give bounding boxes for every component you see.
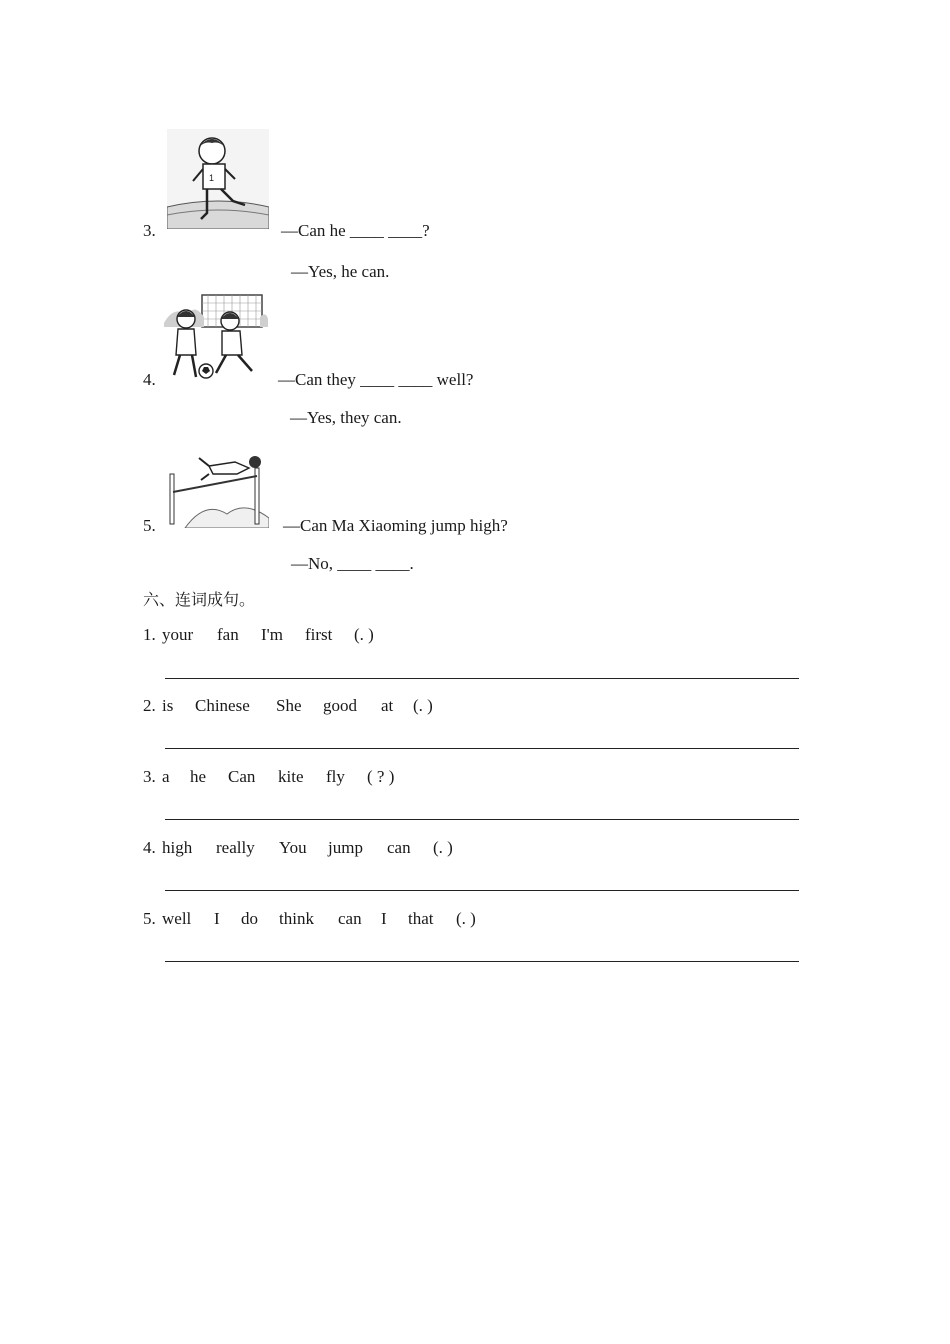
s6-punct: (. ) [456,909,476,928]
answer-line[interactable] [165,819,799,820]
boys-playing-football-icon [164,293,268,383]
s6-item-number: 4. [143,838,156,857]
s6-word: Can [228,767,256,786]
high-jump-icon [165,440,269,528]
answer-line[interactable] [165,890,799,891]
s6-word: do [241,909,258,928]
s6-word: fan [217,625,239,644]
s6-punct: ( ? ) [367,767,395,786]
s6-item-number: 2. [143,696,156,715]
s6-word: kite [278,767,304,786]
answer-line[interactable] [165,961,799,962]
answer-line[interactable] [165,748,799,749]
s6-word: can [387,838,411,857]
s6-word: high [162,838,193,857]
q5-number: 5. [143,516,156,535]
s6-word: Chinese [195,696,250,715]
s6-word: really [216,838,255,857]
s6-word: well [162,909,192,928]
svg-text:1: 1 [209,173,215,183]
s6-item-number: 1. [143,625,156,644]
s6-word: She [276,696,302,715]
s6-word: I [381,909,387,928]
s6-word: fly [326,767,345,786]
q3-number: 3. [143,221,156,240]
s6-item-number: 5. [143,909,156,928]
boy-running-icon [167,129,269,229]
s6-word: is [162,696,174,715]
q4-question: —Can they ____ ____ well? [278,370,474,389]
s6-punct: (. ) [354,625,374,644]
s6-word: can [338,909,362,928]
q4-answer: —Yes, they can. [290,408,402,427]
s6-word: a [162,767,170,786]
q5-question: —Can Ma Xiaoming jump high? [283,516,508,535]
q5-answer: —No, ____ ____. [291,554,414,573]
s6-punct: (. ) [413,696,433,715]
s6-word: at [381,696,394,715]
s6-word: that [408,909,434,928]
s6-word: your [162,625,194,644]
s6-item-number: 3. [143,767,156,786]
q3-question: —Can he ____ ____? [281,221,430,240]
s6-word: I [214,909,220,928]
s6-word: jump [328,838,363,857]
s6-word: good [323,696,357,715]
s6-word: I'm [261,625,283,644]
s6-word: he [190,767,207,786]
section-title: 六、连词成句。 [143,590,256,609]
s6-word: You [279,838,307,857]
q3-answer: —Yes, he can. [291,262,390,281]
s6-punct: (. ) [433,838,453,857]
s6-word: think [279,909,314,928]
answer-line[interactable] [165,678,799,679]
s6-word: first [305,625,333,644]
q4-number: 4. [143,370,156,389]
